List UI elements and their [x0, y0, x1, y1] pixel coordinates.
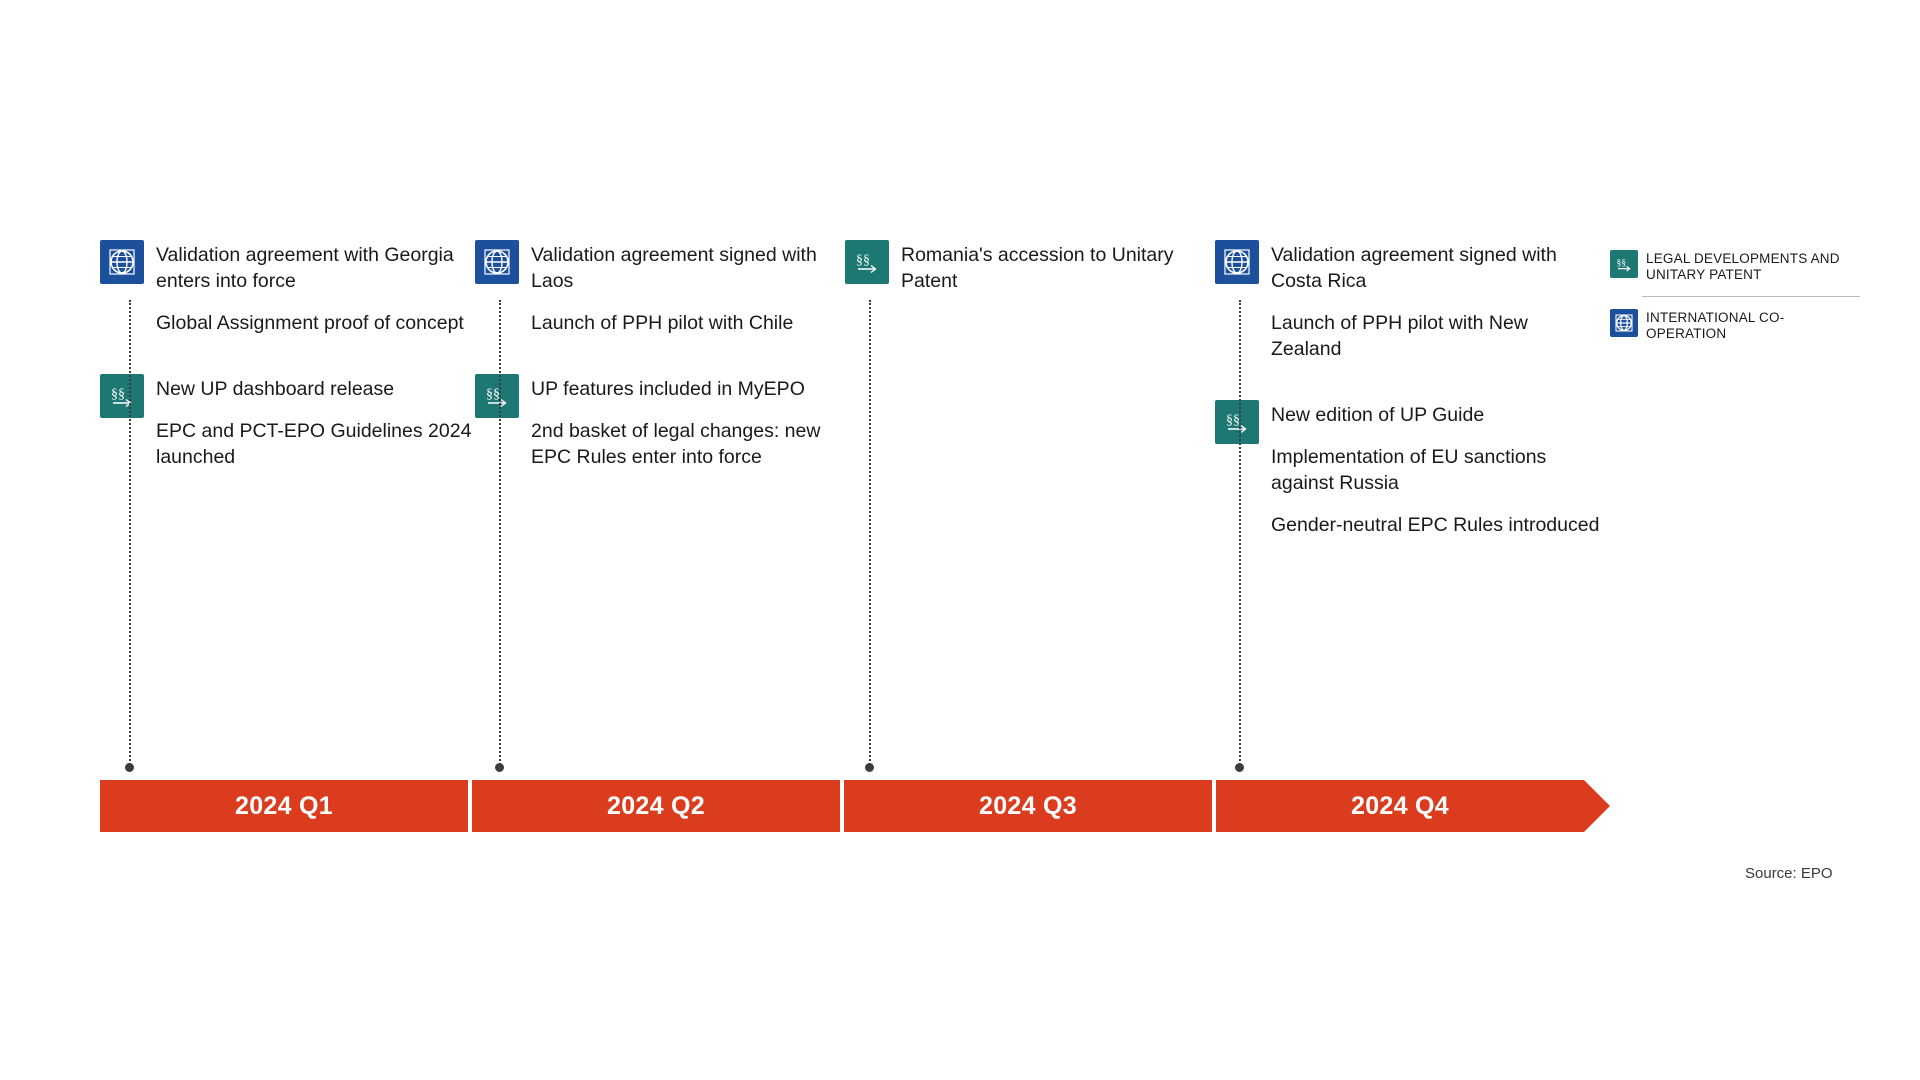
quarter-column-2024-q4: [1215, 240, 1601, 556]
event-group-legal-q1: [100, 374, 486, 470]
entry-list: [531, 374, 861, 470]
source-note: Source: EPO: [1745, 865, 1833, 882]
connector-line-q1: [129, 300, 131, 768]
entry-list: [156, 374, 486, 470]
legend-item-legal-developments: [1610, 250, 1860, 282]
timeline-segment-2024-q1[interactable]: [100, 780, 468, 832]
timeline-bar: [100, 780, 1610, 832]
timeline-segment-label: 2024 Q4: [1350, 791, 1449, 820]
connector-dot-q2: [495, 763, 504, 772]
svg-text:§§: §§: [486, 387, 500, 402]
event-entry: Validation agreement with Georgia enters into force: [156, 244, 454, 292]
paragraph-icon: [845, 240, 889, 284]
legend: [1610, 250, 1860, 355]
entry-list: [901, 240, 1231, 294]
event-entry: 2nd basket of legal changes: new EPC Rules enter into force: [531, 420, 821, 468]
paragraph-icon: [1215, 400, 1259, 444]
globe-icon: [100, 240, 144, 284]
connector-dot-q1: [125, 763, 134, 772]
legend-divider: [1642, 296, 1860, 297]
timeline-segment-label: 2024 Q1: [234, 791, 333, 820]
event-group-legal-q2: [475, 374, 861, 470]
timeline-segment-2024-q3[interactable]: [844, 780, 1212, 832]
legend-item-label: LEGAL DEVELOPMENTS AND UNITARY PATENT: [1646, 251, 1840, 282]
event-group-legal-q4: [1215, 400, 1601, 538]
paragraph-icon: [1610, 250, 1638, 278]
quarter-column-2024-q3: [845, 240, 1231, 312]
globe-icon: [475, 240, 519, 284]
connector-line-q3: [869, 300, 871, 768]
event-entry: New UP dashboard release: [156, 378, 395, 400]
svg-text:§§: §§: [1226, 413, 1240, 428]
event-entry: Launch of PPH pilot with New Zealand: [1271, 312, 1528, 360]
svg-text:§§: §§: [111, 387, 125, 402]
legend-item-international-cooperation: [1610, 309, 1860, 341]
event-entry: Implementation of EU sanctions against Russia: [1271, 446, 1547, 494]
svg-text:§§: §§: [856, 253, 870, 268]
paragraph-icon: [475, 374, 519, 418]
connector-dot-q4: [1235, 763, 1244, 772]
entry-list: [156, 240, 486, 336]
event-group-intl-q4: [1215, 240, 1601, 362]
entry-list: [1271, 400, 1601, 538]
event-group-intl-q2: [475, 240, 861, 336]
event-entry: Validation agreement signed with Costa Rica: [1271, 244, 1557, 292]
entry-list: [531, 240, 861, 336]
quarter-column-2024-q2: [475, 240, 861, 488]
event-entry: Global Assignment proof of concept: [156, 312, 464, 334]
event-entry: Romania's accession to Unitary Patent: [901, 244, 1174, 292]
connector-dot-q3: [865, 763, 874, 772]
connector-line-q2: [499, 300, 501, 768]
event-entry: EPC and PCT-EPO Guidelines 2024 launched: [156, 420, 472, 468]
legend-item-label: INTERNATIONAL CO-OPERATION: [1646, 310, 1785, 341]
event-entry: UP features included in MyEPO: [531, 378, 805, 400]
globe-icon: [1215, 240, 1259, 284]
event-group-intl-q1: [100, 240, 486, 336]
timeline-segment-label: 2024 Q2: [606, 791, 705, 820]
svg-text:§§: §§: [1616, 258, 1626, 269]
event-entry: New edition of UP Guide: [1271, 404, 1485, 426]
connector-line-q4: [1239, 300, 1241, 768]
event-group-legal-q3: [845, 240, 1231, 294]
paragraph-icon: [100, 374, 144, 418]
event-entry: Gender-neutral EPC Rules introduced: [1271, 514, 1600, 536]
timeline-segment-label: 2024 Q3: [978, 791, 1077, 820]
quarter-column-2024-q1: [100, 240, 486, 488]
event-entry: Validation agreement signed with Laos: [531, 244, 817, 292]
timeline-segment-2024-q2[interactable]: [472, 780, 840, 832]
globe-icon: [1610, 309, 1638, 337]
timeline-arrow-head: [1584, 780, 1610, 832]
event-entry: Launch of PPH pilot with Chile: [531, 312, 794, 334]
entry-list: [1271, 240, 1601, 362]
timeline-segment-2024-q4[interactable]: [1216, 780, 1584, 832]
